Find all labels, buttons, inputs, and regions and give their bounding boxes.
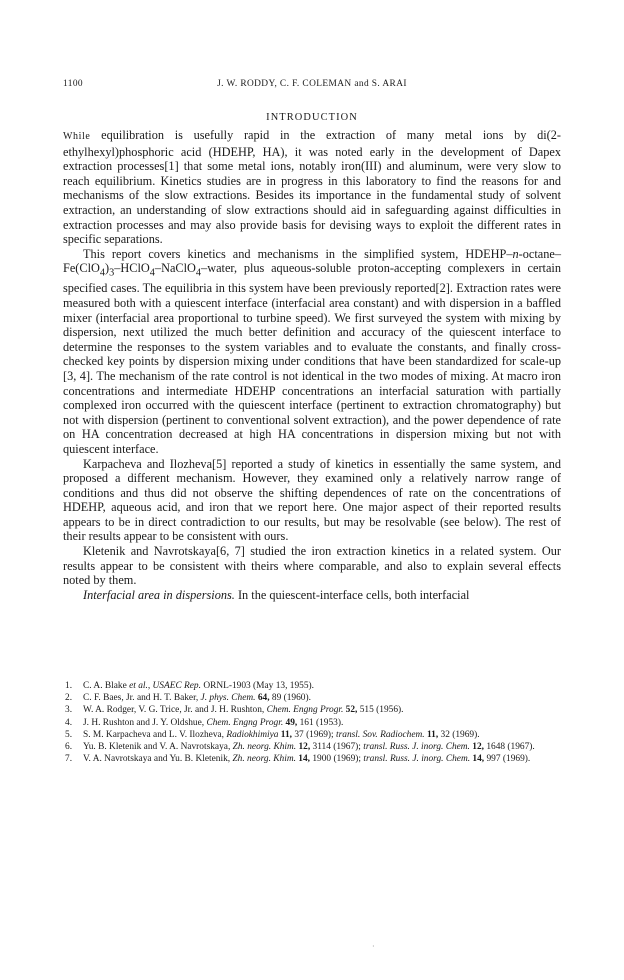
page-number: 1100 bbox=[63, 79, 84, 89]
reference-volume: 14, bbox=[472, 754, 485, 765]
reference-volume: 49, bbox=[285, 717, 298, 728]
reference-details: 515 (1956). bbox=[357, 705, 404, 716]
reference-journal: USAEC Rep. bbox=[152, 681, 201, 691]
paragraph-text: –NaClO bbox=[154, 261, 196, 276]
reference-number: 1. bbox=[65, 681, 73, 691]
reference-item bbox=[63, 680, 561, 692]
reference-journal: J. phys. Chem. bbox=[200, 693, 256, 704]
reference-authors: C. F. Baes, Jr. and H. T. Baker, bbox=[83, 693, 201, 704]
running-head-authors: J. W. RODDY, C. F. COLEMAN and S. ARAI bbox=[217, 79, 407, 89]
paragraph-text: –water, plus aqueous-soluble proton-accepting complexers in certain specified cases. The equilibria in this system have been previously reported[2]. Extraction rates were measured both with a quiescent interface (interfacial area constant) and with dispersion in a baffled mixer (interfacial area proportional to turbine speed). We first surveyed the system with mixing by dispersion, next utilized the much better definition and accuracy of the quiescent interface to determine the responses to the system variables and to evaluate the constants, and finally cross-checked key points by dispersion mixing under conditions that have been standardized for scale-up [3, 4]. The mechanism of the rate control is not identical in the two modes of mixing. At macro iron concentrations and intermediate HDEHP concentrations an interfacial saturation with partially complexed iron occurred with the quiescent interface (pertinent to extraction chromatography) but not with dispersion (pertinent to conventional solvent extraction), and the power dependence of rate on HA concentration decreased at high HA concentrations in dispersion mixing but not with quiescent interface. bbox=[63, 261, 561, 456]
reference-volume: 52, bbox=[345, 705, 358, 716]
paragraph-4: Kletenik and Navrotskaya[6, 7] studied the iron extraction kinetics in a related system. Our results appear to be consistent with theirs where comparable, and also to explain several effects noted by them. bbox=[63, 544, 561, 588]
reference-journal: Radiokhimiya bbox=[226, 729, 279, 740]
subscript: 4 bbox=[195, 267, 202, 279]
paragraph-5 bbox=[63, 588, 561, 603]
reference-italic: et al. bbox=[129, 681, 148, 691]
reference-volume: 12, bbox=[298, 742, 311, 753]
subscript: 3 bbox=[109, 267, 115, 279]
reference-number: 5. bbox=[65, 729, 73, 740]
reference-volume: 11, bbox=[426, 729, 439, 740]
reference-list bbox=[63, 680, 561, 765]
reference-item bbox=[63, 753, 561, 765]
reference-number: 6. bbox=[65, 742, 73, 753]
reference-volume: 64, bbox=[257, 693, 270, 704]
paragraph-text: This report covers kinetics and mechanisms in the simplified system, HDEHP– bbox=[83, 246, 513, 261]
reference-authors: S. M. Karpacheva and L. V. Ilozheva, bbox=[83, 729, 227, 740]
reference-journal: Chem. Engng Progr. bbox=[206, 717, 284, 728]
reference-details: 161 (1953). bbox=[297, 717, 344, 728]
reference-journal: transl. Russ. J. inorg. Chem. bbox=[363, 754, 471, 765]
reference-item bbox=[63, 692, 561, 704]
reference-details: 32 (1969). bbox=[438, 729, 480, 740]
paragraph-1 bbox=[63, 128, 561, 247]
reference-authors: C. A. Blake bbox=[83, 681, 130, 691]
reference-item bbox=[63, 741, 561, 753]
reference-number: 4. bbox=[65, 717, 73, 728]
reference-volume: 12, bbox=[472, 742, 484, 753]
reference-details: 1900 (1969); bbox=[310, 754, 364, 765]
italic-n: n bbox=[512, 246, 519, 261]
reference-authors: W. A. Rodger, V. G. Trice, Jr. and J. H. Rushton, bbox=[83, 705, 267, 716]
reference-details: 37 (1969); bbox=[292, 729, 337, 740]
reference-details: 1648 (1967). bbox=[483, 742, 535, 753]
page-speck: · bbox=[372, 942, 375, 951]
reference-journal: transl. Russ. J. inorg. Chem. bbox=[363, 742, 470, 753]
subsection-heading: Interfacial area in dispersions. bbox=[83, 587, 235, 602]
paragraph-2 bbox=[63, 247, 561, 457]
reference-item bbox=[63, 717, 561, 729]
reference-details: ORNL-1903 (May 13, 1955). bbox=[200, 681, 314, 691]
reference-authors: Yu. B. Kletenik and V. A. Navrotskaya, bbox=[83, 742, 233, 753]
reference-details: 3114 (1967); bbox=[310, 742, 364, 753]
reference-number: 2. bbox=[65, 693, 73, 704]
reference-authors: V. A. Navrotskaya and Yu. B. Kletenik, bbox=[83, 754, 233, 765]
reference-journal: Zh. neorg. Khim. bbox=[232, 742, 297, 753]
reference-sep: , bbox=[147, 681, 153, 691]
reference-item bbox=[63, 729, 561, 741]
paragraph-3: Karpacheva and Ilozheva[5] reported a study of kinetics in essentially the same system, and proposed a different mechanism. However, they examined only a relatively narrow range of conditions and thus did not observe the shifting dependences of rate on the concentrations of HDEHP, aqueous acid, and iron that we report here. One major aspect of their reported results appears to be in direct contradiction to our results, but may be resolvable (see below). The rest of their results appear to be consistent with ours. bbox=[63, 456, 561, 544]
paragraph-text: -octane–Fe(ClO bbox=[63, 246, 561, 276]
running-head bbox=[63, 79, 561, 95]
paragraph-text: In the quiescent-interface cells, both interfacial bbox=[234, 587, 470, 602]
reference-item bbox=[63, 704, 561, 716]
reference-journal: transl. Sov. Radiochem. bbox=[336, 729, 425, 740]
reference-journal: Zh. neorg. Khim. bbox=[232, 754, 296, 765]
paragraph-text: equilibration is usefully rapid in the extraction of many metal ions by di(2-ethylhexyl)phosphoric acid (HDEHP, HA), it was noted early in the development of Dapex extraction processes[1] that some metal ions, notably iron(III) and aluminum, were very slow to reach equilibrium. Kinetics studies are in progress in this laboratory to find the reasons for and mechanisms of the slow extractions. Besides its importance in the fundamental study of solvent extraction, an understanding of slow extractions should aid in safeguarding against difficulties in extraction processes and may also provide basis for devising ways to exploit the different rates in specific separations. bbox=[63, 128, 561, 247]
reference-number: 3. bbox=[65, 705, 73, 716]
reference-journal: Chem. Engng Progr. bbox=[266, 705, 344, 716]
section-heading: INTRODUCTION bbox=[266, 112, 358, 123]
paragraph-text: –HClO bbox=[114, 261, 150, 276]
body-text bbox=[63, 128, 561, 602]
subscript: 4 bbox=[99, 267, 106, 279]
paragraph-text: ) bbox=[105, 261, 110, 276]
reference-volume: 14, bbox=[298, 754, 310, 765]
reference-details: 997 (1969). bbox=[484, 754, 531, 765]
paragraph-lead-word: While bbox=[63, 131, 91, 142]
subscript: 4 bbox=[149, 267, 155, 279]
reference-number: 7. bbox=[65, 754, 73, 765]
reference-volume: 11, bbox=[280, 729, 292, 740]
reference-details: 89 (1960). bbox=[269, 693, 311, 704]
reference-authors: J. H. Rushton and J. Y. Oldshue, bbox=[83, 717, 207, 728]
